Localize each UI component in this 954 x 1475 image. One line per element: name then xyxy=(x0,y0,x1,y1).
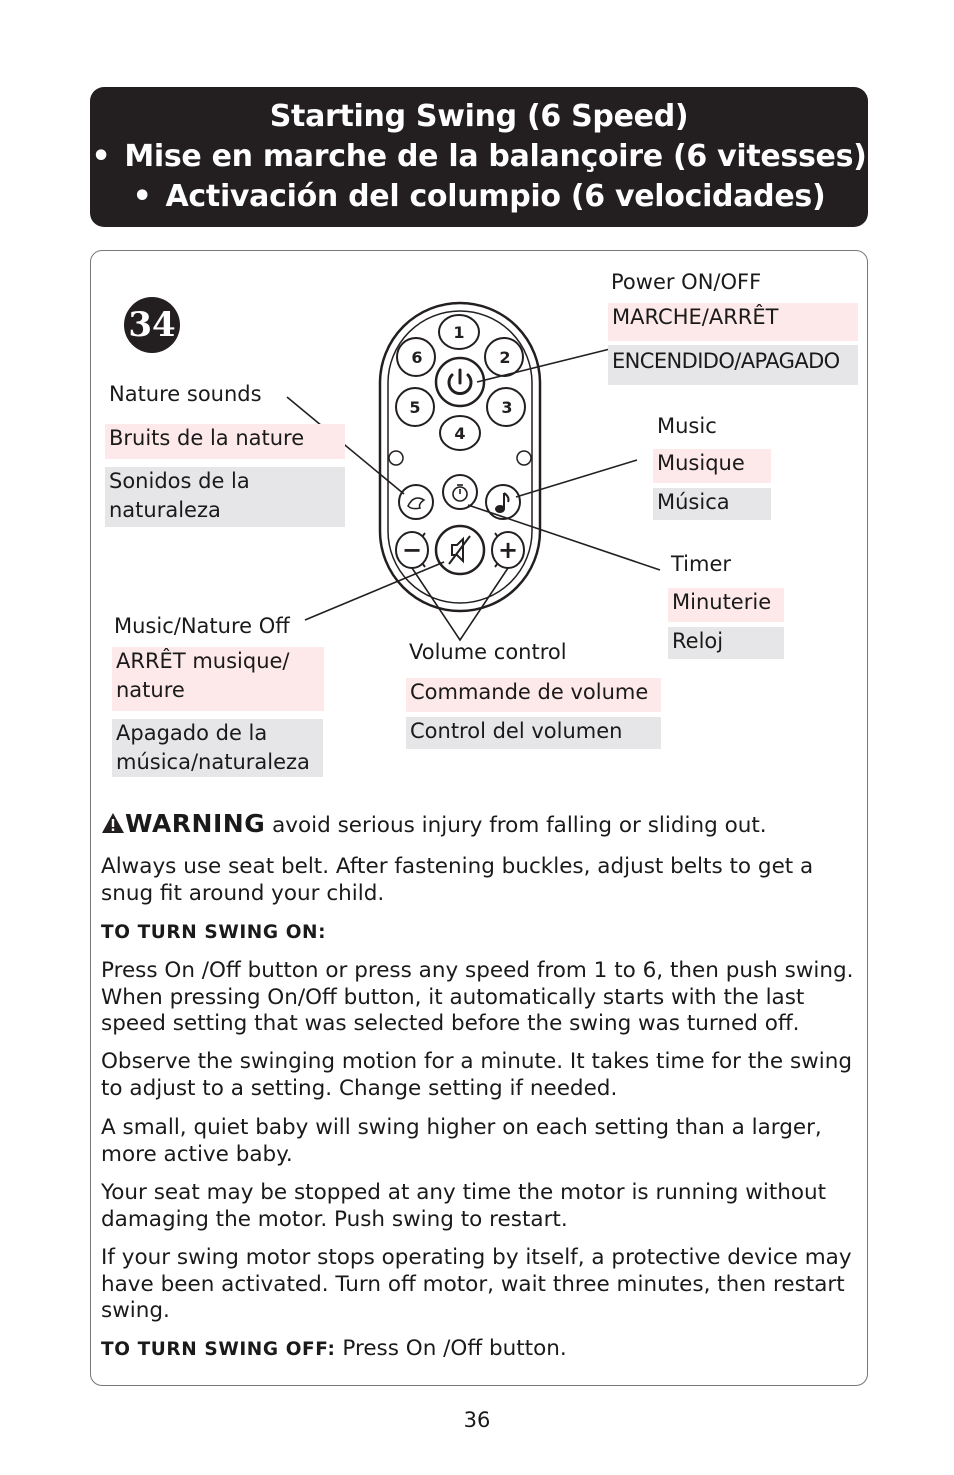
step-number-badge: 34 xyxy=(124,297,180,353)
power-label-fr: MARCHE/ARRÊT xyxy=(608,303,858,341)
indicator-light-left xyxy=(389,451,403,465)
title-english: Starting Swing (6 Speed) xyxy=(269,99,689,134)
indicator-light-right xyxy=(517,451,531,465)
warning-line xyxy=(101,811,861,840)
music-label-en: Music xyxy=(657,414,717,438)
music-off-label-fr-line2: nature xyxy=(116,678,185,702)
warning-text: avoid serious injury from falling or sliding out. xyxy=(272,813,767,838)
music-off-label-es-line2: música/naturaleza xyxy=(116,750,310,774)
nature-label-en: Nature sounds xyxy=(109,382,262,406)
speed-label: 6 xyxy=(411,348,423,367)
turn-off-line xyxy=(101,1336,861,1364)
nature-label-es-line2: naturaleza xyxy=(109,498,221,522)
power-label-en: Power ON/OFF xyxy=(611,270,762,294)
nature-label-es xyxy=(105,467,345,527)
protective-paragraph: If your swing motor stops operating by itself, a protective device may have been activated. Turn off motor, wait three minutes, then restart swing. xyxy=(101,1245,852,1323)
turn-off-heading: TO TURN SWING OFF: xyxy=(101,1339,336,1360)
plus-icon: + xyxy=(497,536,519,564)
speed-label: 5 xyxy=(409,398,421,417)
bullet: • xyxy=(132,179,152,214)
volume-label-es: Control del volumen xyxy=(406,717,661,749)
nature-label-fr: Bruits de la nature xyxy=(105,424,345,459)
timer-label-fr: Minuterie xyxy=(668,588,784,622)
music-label-fr: Musique xyxy=(653,449,771,483)
speed-label: 3 xyxy=(501,398,513,417)
music-off-label-es-line1: Apagado de la xyxy=(116,721,268,745)
nature-label-es-line1: Sonidos de la xyxy=(109,469,250,493)
timer-label-es: Reloj xyxy=(668,627,784,659)
turn-on-paragraph: Press On /Off button or press any speed from 1 to 6, then push swing. When pressing On/Off button, it automatically starts with the last speed setting that was selected before the swing was turned off. xyxy=(101,958,854,1036)
volume-label-en: Volume control xyxy=(409,640,567,664)
small-baby-paragraph: A small, quiet baby will swing higher on each setting than a larger, more active baby. xyxy=(101,1115,822,1167)
minus-icon: − xyxy=(401,536,423,564)
bullet: • xyxy=(91,139,111,174)
page-number: 36 xyxy=(463,1408,491,1432)
observe-paragraph: Observe the swinging motion for a minute. It takes time for the swing to adjust to a setting. Change setting if needed. xyxy=(101,1049,852,1101)
music-off-label-fr xyxy=(112,647,324,711)
speed-label: 2 xyxy=(499,348,511,367)
belt-paragraph: Always use seat belt. After fastening buckles, adjust belts to get a snug fit around your child. xyxy=(101,854,814,906)
timer-label-en: Timer xyxy=(671,552,732,576)
title-spanish: Activación del columpio (6 velocidades) xyxy=(165,179,826,214)
music-label-es: Música xyxy=(653,488,771,520)
turn-off-text: Press On /Off button. xyxy=(342,1336,567,1361)
power-label-es: ENCENDIDO/APAGADO xyxy=(608,345,858,385)
speed-label: 1 xyxy=(453,323,465,342)
title-french: Mise en marche de la balançoire (6 vitesses) xyxy=(124,139,867,174)
turn-on-heading: TO TURN SWING ON: xyxy=(101,922,327,943)
warning-word: WARNING xyxy=(125,809,266,838)
warning-triangle-icon xyxy=(101,812,125,834)
speed-label: 4 xyxy=(454,424,466,443)
music-off-label-fr-line1: ARRÊT musique/ xyxy=(116,649,290,673)
nature-sounds-button xyxy=(399,485,433,519)
volume-label-fr: Commande de volume xyxy=(406,678,661,712)
stopped-paragraph: Your seat may be stopped at any time the motor is running without damaging the motor. Push swing to restart. xyxy=(101,1180,827,1232)
music-off-label-es xyxy=(112,719,323,777)
music-off-label-en: Music/Nature Off xyxy=(114,614,290,638)
